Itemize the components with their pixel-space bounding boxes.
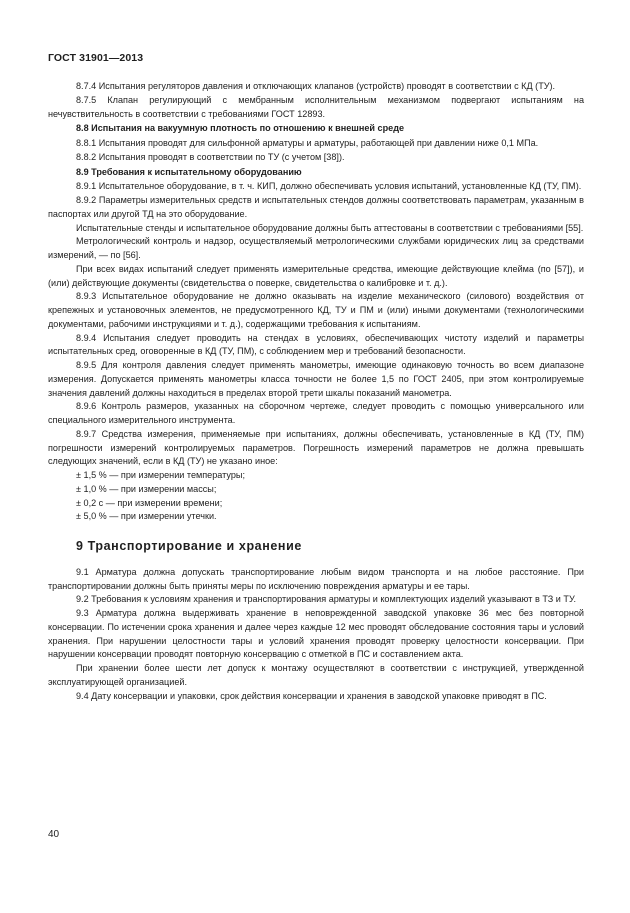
paragraph-8-9-6: 8.9.6 Контроль размеров, указанных на сборочном чертеже, следует проводить с помощью универсального или специального измерительного инструмента.: [48, 401, 584, 425]
paragraph-8-9-3: 8.9.3 Испытательное оборудование не должно оказывать на изделие механического (силового) воздействия от крепежных и установочных элементов, не предусмотренного КД, ТУ и ПМ и (или) иными документами (технологическими документами, рабочими инструкциями и т. д.), содержащими требования к испытаниям.: [48, 291, 584, 329]
document-header: ГОСТ 31901—2013: [48, 52, 144, 64]
paragraph-9-3: 9.3 Арматура должна выдерживать хранение в неповрежденной заводской упаковке 36 мес без повторной консервации. По истечении срока хранения и далее через каждые 12 мес проводят обследование состояния тары и условий хранения. При нарушении целостности тары и условий хранения проводят проверку целостности консервации. При нарушении консервации проводят повторную консервацию с отметкой в ПС и составлением акта.: [48, 608, 584, 660]
subsection-title-8-9: 8.9 Требования к испытательному оборудованию: [76, 166, 302, 177]
paragraph-9-2: 9.2 Требования к условиям хранения и транспортирования арматуры и комплектующих изделий указывают в ТЗ и ТУ.: [76, 594, 577, 605]
paragraph-8-8-2: 8.8.2 Испытания проводят в соответствии по ТУ (с учетом [38]).: [76, 151, 345, 162]
paragraph-9-1: 9.1 Арматура должна допускать транспортирование любым видом транспорта и на любое расстояние. При транспортировании должны быть приняты меры по исключению повреждения арматуры и ее тары.: [48, 566, 584, 591]
paragraph-8-9-1: 8.9.1 Испытательное оборудование, в т. ч. КИП, должно обеспечивать условия испытаний, установленные КД (ТУ, ПМ).: [76, 181, 582, 192]
paragraph-storage-over-six-years: При хранении более шести лет допуск к монтажу осуществляют в соответствии с инструкцией, утвержденной эксплуатирующей организацией.: [48, 663, 584, 687]
paragraph-8-7-4: 8.7.4 Испытания регуляторов давления и отключающих клапанов (устройств) проводят в соответствии с КД (ТУ).: [76, 81, 556, 91]
paragraph-8-8-1: 8.8.1 Испытания проводят для сильфонной арматуры и арматуры, работающей при давлении ниже 0,1 МПа.: [76, 138, 539, 148]
paragraph-stands-attestation: Испытательные стенды и испытательное оборудование должны быть аттестованы в соответствии с требованиями [55].: [76, 222, 584, 233]
tolerance-item-leakage: ± 5,0 % — при измерении утечки.: [76, 511, 217, 522]
tolerance-item-temperature: ± 1,5 % — при измерении температуры;: [76, 470, 245, 480]
page-number: 40: [48, 829, 60, 840]
document-body: [48, 80, 584, 703]
paragraph-9-4: 9.4 Дату консервации и упаковки, срок действия консервации и хранения в заводской упаковке приводят в ПС.: [76, 690, 547, 701]
paragraph-metrological-control: Метрологический контроль и надзор, осуществляемый метрологическими службами юридических лиц за средствами измерений, — по [56].: [48, 236, 584, 260]
paragraph-8-9-7: 8.9.7 Средства измерения, применяемые при испытаниях, должны обеспечивать, установленные в КД (ТУ, ПМ) погрешности измерений контролируемых параметров. Погрешность измерений параметров не должна превышать следующих значений, если в КД (ТУ) не указано иное:: [48, 428, 584, 467]
paragraph-8-9-5: 8.9.5 Для контроля давления следует применять манометры, имеющие одинаковую точность во всем диапазоне измерения. Допускается применять манометры класса точности не более 1,5 по ГОСТ 2405, при этом контролируемые значения давлений должны находиться в пределах второй трети шкалы показаний манометра.: [48, 360, 584, 398]
paragraph-8-9-2: 8.9.2 Параметры измерительных средств и испытательных стендов должны соответствовать параметрам, указанным в паспортах или другой ТД на это оборудование.: [48, 195, 584, 219]
tolerance-item-time: ± 0,2 с — при измерении времени;: [76, 497, 223, 508]
tolerance-item-mass: ± 1,0 % — при измерении массы;: [76, 483, 217, 494]
paragraph-8-9-4: 8.9.4 Испытания следует проводить на стендах в условиях, обеспечивающих чистоту изделий и параметры испытательных сред, оговоренные в КД (ТУ, ПМ), с соблюдением мер и требований безопасности.: [48, 332, 584, 357]
subsection-title-8-8: 8.8 Испытания на вакуумную плотность по отношению к внешней среде: [76, 123, 405, 134]
section-title-9: 9 Транспортирование и хранение: [76, 539, 302, 553]
paragraph-8-7-5: 8.7.5 Клапан регулирующий с мембранным исполнительным механизмом подвергают испытаниям на нечувствительность в соответствии с требованиями ГОСТ 12893.: [48, 94, 584, 119]
paragraph-measuring-means: При всех видах испытаний следует применять измерительные средства, имеющие действующие клейма (по [57]), и (или) действующие документы (свидетельства о поверке, свидетельства о калибровке и т. д.).: [48, 263, 584, 288]
